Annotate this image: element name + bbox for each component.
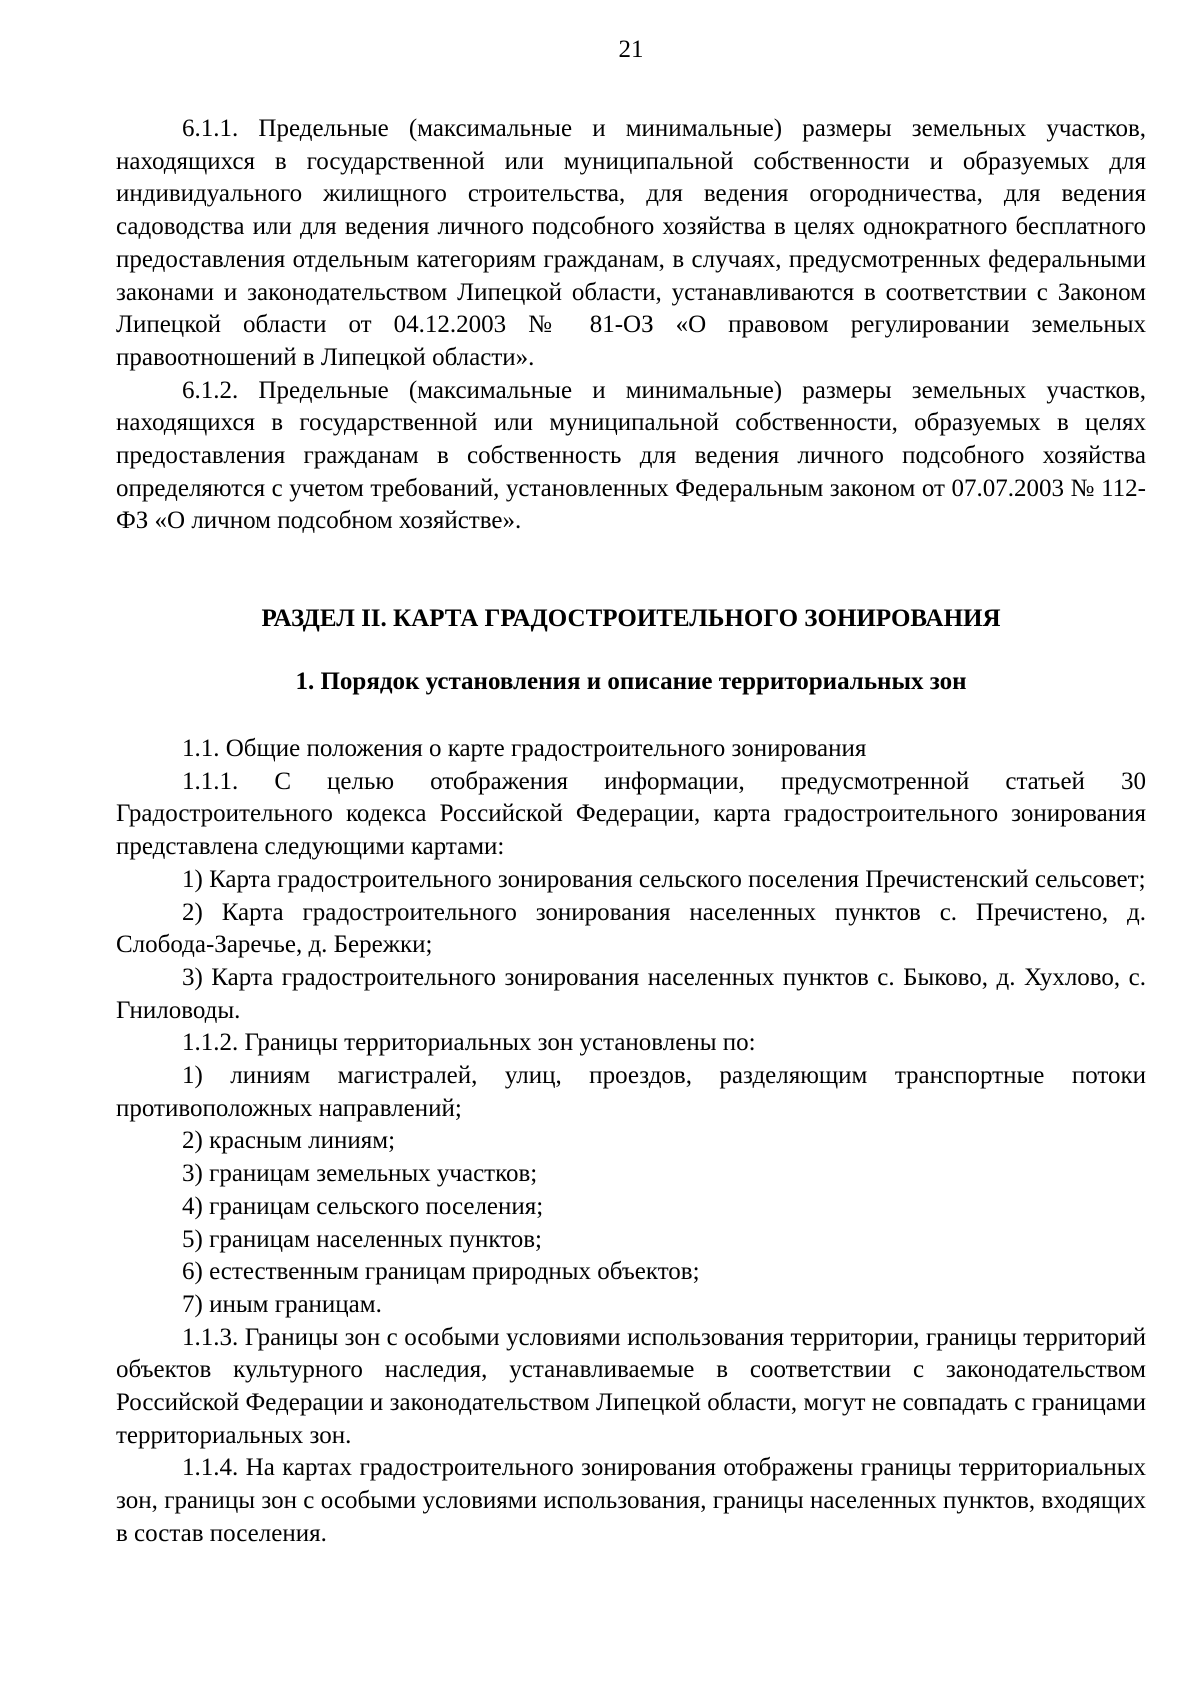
paragraph-1-1: 1.1. Общие положения о карте градостроительного зонирования: [182, 735, 867, 762]
paragraph-6-1-2: 6.1.2. Предельные (максимальные и минимальные) размеры земельных участков, находящихся в государственной или муниципальной собственности, образуемых в целях предоставления гражданам в собственность для ведения личного подсобного хозяйства определяются с учетом требований, установленных Федеральным законом от 07.07.2003 № 112-ФЗ «О личном подсобном хозяйстве».: [116, 376, 1146, 535]
paragraph-1-1-2: 1.1.2. Границы территориальных зон установлены по:: [182, 1029, 756, 1057]
boundary-list-item-3: 3) границам земельных участков;: [182, 1160, 538, 1188]
paragraph-1-1-1: 1.1.1. С целью отображения информации, предусмотренной статьей 30 Градостроительного кодекса Российской Федерации, карта градостроительного зонирования представлена следующими картами:: [116, 767, 1146, 861]
map-list-item-2: 2) Карта градостроительного зонирования населенных пунктов с. Пречистено, д. Слобода-Заречье, д. Бережки;: [116, 898, 1146, 959]
boundary-list-item-5: 5) границам населенных пунктов;: [182, 1225, 542, 1253]
page-number: 21: [618, 36, 644, 63]
paragraph-1-1-3: 1.1.3. Границы зон с особыми условиями использования территории, границы территорий объектов культурного наследия, устанавливаемые в соответствии с законодательством Российской Федерации и законодательством Липецкой области, могут не совпадать с границами территориальных зон.: [116, 1323, 1146, 1449]
map-list-item-3: 3) Карта градостроительного зонирования населенных пунктов с. Быково, д. Хухлово, с. Гниловоды.: [116, 963, 1146, 1024]
boundary-list-item-1: 1) линиям магистралей, улиц, проездов, разделяющим транспортные потоки противоположных направлений;: [116, 1062, 1146, 1122]
paragraph-6-1-1: 6.1.1. Предельные (максимальные и минимальные) размеры земельных участков, находящихся в государственной или муниципальной собственности и образуемых для индивидуального жилищного строительства, для ведения огородничества, для ведения садоводства или для ведения личного подсобного хозяйства в целях однократного бесплатного предоставления отдельным категориям гражданам, в случаях, предусмотренных федеральными законами и законодательством Липецкой области, устанавливаются в соответствии с Законом Липецкой области от 04.12.2003 № 81-ОЗ «О правовом регулировании земельных правоотношений в Липецкой области».: [116, 115, 1146, 371]
paragraph-1-1-4: 1.1.4. На картах градостроительного зонирования отображены границы территориальных зон, границы зон с особыми условиями использования, границы населенных пунктов, входящих в состав поселения.: [116, 1454, 1146, 1547]
boundary-list-item-6: 6) естественным границам природных объектов;: [182, 1258, 700, 1286]
map-list-item-1: 1) Карта градостроительного зонирования сельского поселения Пречистенский сельсовет;: [182, 865, 1146, 893]
boundary-list-item-4: 4) границам сельского поселения;: [182, 1192, 544, 1220]
top-text-block: [116, 113, 1146, 538]
bottom-text-block: [116, 733, 1146, 1551]
boundary-list-item-2: 2) красным линиям;: [182, 1127, 396, 1155]
section-title: РАЗДЕЛ II. КАРТА ГРАДОСТРОИТЕЛЬНОГО ЗОНИРОВАНИЯ: [261, 605, 1001, 632]
boundary-list-item-7: 7) иным границам.: [182, 1290, 382, 1318]
subsection-title: 1. Порядок установления и описание территориальных зон: [295, 668, 967, 695]
